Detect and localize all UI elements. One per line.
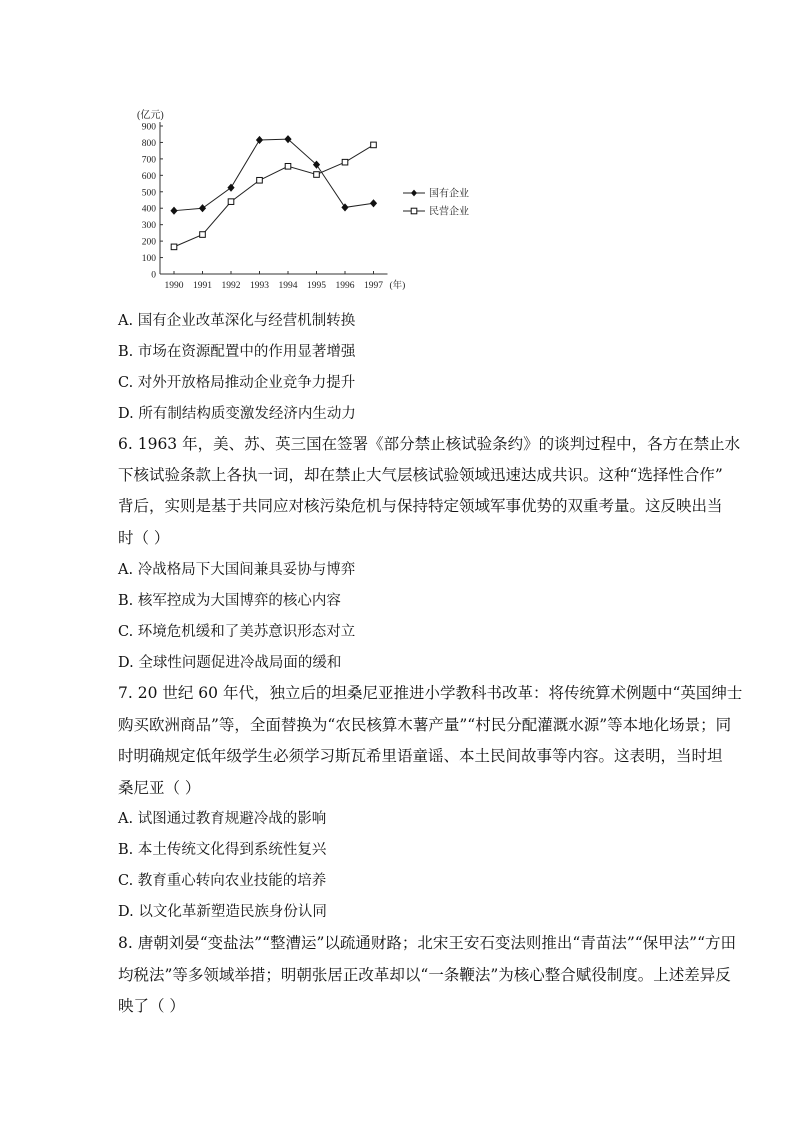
series-2-point	[285, 163, 291, 169]
x-tick-label: 1992	[221, 281, 241, 291]
y-tick-label: 600	[141, 171, 156, 182]
q7-stem-line-2: 购买欧洲商品”等，全面替换为“农民核算木薯产量”“村民分配灌溉水源”等本地化场景；同	[118, 716, 732, 734]
x-tick-label: 1990	[164, 281, 184, 291]
q7-option-a[interactable]: A. 试图通过教育规避冷战的影响	[118, 811, 327, 827]
q6-stem-line-1: 6. 1963 年，美、苏、英三国在签署《部分禁止核试验条约》的谈判过程中，各方在禁止水	[118, 435, 741, 453]
y-tick-label: 100	[141, 254, 156, 265]
q6-option-c[interactable]: C. 环境危机缓和了美苏意识形态对立	[118, 624, 356, 640]
series-1-point	[256, 136, 262, 143]
legend-label-1: 国有企业	[429, 188, 469, 200]
x-axis-label: (年)	[389, 281, 406, 291]
q5-option-c[interactable]: C. 对外开放格局推动企业竞争力提升	[118, 375, 356, 391]
series-2-point	[314, 172, 320, 178]
y-tick-label: 900	[141, 122, 156, 133]
q7-stem-line-3: 时明确规定低年级学生必须学习斯瓦希里语童谣、本土民间故事等内容。这表明，当时坦	[118, 747, 723, 765]
x-tick-label: 1995	[307, 281, 326, 291]
y-tick-label: 700	[141, 155, 156, 166]
q7-option-c[interactable]: C. 教育重心转向农业技能的培养	[118, 873, 327, 889]
q6-stem-line-3: 背后，实则是基于共同应对核污染危机与保持特定领域军事优势的双重考量。这反映出当	[118, 497, 723, 515]
y-tick-label: 200	[141, 237, 156, 248]
series-1-point	[370, 200, 376, 207]
q7-option-b[interactable]: B. 本土传统文化得到系统性复兴	[118, 842, 327, 858]
y-axis-label: (亿元)	[137, 110, 164, 121]
series-2-point	[228, 199, 234, 205]
q7-stem-line-4: 桑尼亚（ ）	[118, 779, 201, 797]
q6-stem-line-4: 时（ ）	[118, 529, 170, 547]
series-1-point	[228, 184, 234, 191]
series-1-point	[171, 207, 177, 214]
y-tick-label: 300	[141, 221, 156, 232]
q8-stem-line-3: 映了（ ）	[118, 997, 185, 1015]
series-2-point	[342, 159, 348, 165]
series-1-point	[199, 205, 205, 212]
legend-marker-diamond	[411, 190, 417, 197]
q7-option-d[interactable]: D. 以文化革新塑造民族身份认同	[118, 904, 327, 920]
x-tick-label: 1996	[335, 281, 355, 291]
q5-option-d[interactable]: D. 所有制结构质变激发经济内生动力	[118, 406, 356, 422]
series-2-point	[200, 232, 206, 238]
x-tick-label: 1993	[250, 281, 269, 291]
y-tick-label: 500	[141, 188, 156, 199]
q7-stem-line-1: 7. 20 世纪 60 年代，独立后的坦桑尼亚推进小学教科书改革：将传统算术例题中“英国绅士	[118, 684, 743, 702]
q6-stem-line-2: 下核试验条款上各执一词，却在禁止大气层核试验领域迅速达成共识。这种“选择性合作”	[118, 466, 723, 484]
q8-stem-line-2: 均税法”等多领域举措；明朝张居正改革却以“一条鞭法”为核心整合赋役制度。上述差异反	[118, 966, 731, 984]
q5-option-b[interactable]: B. 市场在资源配置中的作用显著增强	[118, 344, 356, 360]
q5-option-a[interactable]: A. 国有企业改革深化与经营机制转换	[118, 313, 356, 329]
q8-stem-line-1: 8. 唐朝刘晏“变盐法”“整漕运”以疏通财路；北宋王安石变法则推出“青苗法”“保甲法”“方田	[118, 934, 737, 952]
legend-marker-square	[411, 208, 417, 214]
y-tick-label: 800	[141, 138, 156, 149]
q6-option-d[interactable]: D. 全球性问题促进冷战局面的缓和	[118, 655, 342, 671]
legend-label-2: 民营企业	[429, 206, 469, 218]
x-tick-label: 1997	[364, 281, 383, 291]
x-tick-label: 1991	[193, 281, 212, 291]
series-2-point	[257, 177, 263, 183]
y-tick-label: 0	[151, 270, 156, 281]
x-tick-label: 1994	[278, 281, 298, 291]
y-tick-label: 400	[141, 204, 156, 215]
series-2-point	[171, 244, 177, 250]
series-line-1	[174, 139, 374, 211]
series-2-point	[371, 142, 377, 148]
q6-option-b[interactable]: B. 核军控成为大国博弈的核心内容	[118, 593, 341, 609]
q6-option-a[interactable]: A. 冷战格局下大国间兼具妥协与博弈	[118, 562, 356, 578]
line-chart	[120, 100, 480, 300]
